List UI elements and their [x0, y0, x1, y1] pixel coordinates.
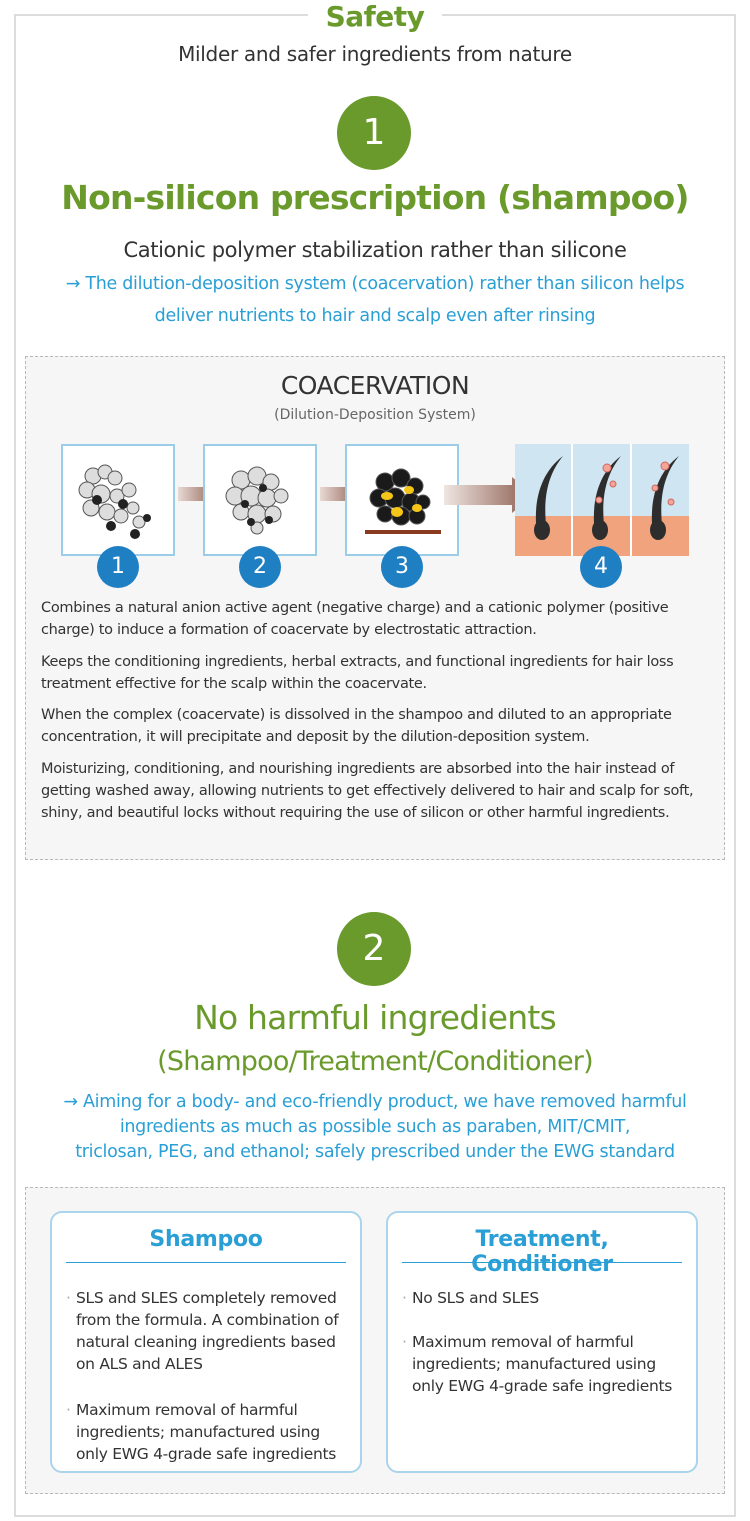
- section2-description-line1: → Aiming for a body- and eco-friendly product, we have removed harmful: [63, 1092, 687, 1112]
- treatment-card-title: Treatment, Conditioner: [402, 1227, 682, 1263]
- treatment-item-1: · No SLS and SLES: [402, 1287, 688, 1309]
- section1-description-line2: deliver nutrients to hair and scalp even after rinsing: [154, 306, 596, 326]
- shampoo-card: [50, 1211, 362, 1473]
- page-subtitle: Milder and safer ingredients from nature: [178, 42, 572, 66]
- coacervation-paragraph-3: When the complex (coacervate) is dissolved in the shampoo and diluted to an appropriate concentration, it will precipitate and deposit by the dilution-deposition system.: [41, 707, 672, 745]
- section-number-1: 1: [337, 96, 411, 170]
- step-2-illustration: [203, 444, 317, 556]
- treatment-item-2: · Maximum removal of harmful ingredients; manufactured using only EWG 4-grade safe ingredients: [402, 1331, 688, 1397]
- treatment-card: [386, 1211, 698, 1473]
- ingredients-box: [25, 1187, 725, 1494]
- section1-title: Non-silicon prescription (shampoo): [61, 178, 689, 217]
- page-title-wrap: [0, 0, 750, 34]
- coacervation-subtitle: (Dilution-Deposition System): [274, 407, 476, 423]
- section1-description-line1: → The dilution-deposition system (coacervation) rather than silicon helps: [65, 274, 685, 294]
- section2-subtitle: (Shampoo/Treatment/Conditioner): [157, 1046, 593, 1077]
- section1-subtitle: Cationic polymer stabilization rather than silicone: [123, 238, 627, 262]
- page-title: Safety: [308, 0, 443, 34]
- coacervation-paragraph-2: Keeps the conditioning ingredients, herbal extracts, and functional ingredients for hair loss treatment effective for the scalp within the coacervate.: [41, 654, 674, 692]
- step-badge-4: 4: [580, 546, 622, 588]
- shampoo-item-1: · SLS and SLES completely removed from the formula. A combination of natural cleaning ingredients based on ALS and ALES: [66, 1287, 352, 1375]
- shampoo-item-2: · Maximum removal of harmful ingredients; manufactured using only EWG 4-grade safe ingredients: [66, 1399, 352, 1465]
- step-4-illustration: [515, 444, 689, 556]
- coacervation-paragraph-1: Combines a natural anion active agent (negative charge) and a cationic polymer (positive charge) to induce a formation of coacervate by electrostatic attraction.: [41, 600, 669, 638]
- step-badge-1: 1: [97, 546, 139, 588]
- coacervation-paragraph-4: Moisturizing, conditioning, and nourishing ingredients are absorbed into the hair instead of getting washed away, allowing nutrients to get effectively delivered to hair and scalp for soft, shiny, and beautiful locks without requiring the use of silicon or other harmful ingredients.: [41, 761, 694, 821]
- section2-description-line2: ingredients as much as possible such as paraben, MIT/CMIT,: [119, 1117, 631, 1137]
- section2-title: No harmful ingredients: [194, 998, 556, 1037]
- step-1-illustration: [61, 444, 175, 556]
- section-number-2: 2: [337, 912, 411, 986]
- coacervation-box: [25, 356, 725, 860]
- step-3-illustration: [345, 444, 459, 556]
- section1-description: [40, 268, 710, 332]
- section2-description: [40, 1090, 710, 1165]
- step-badge-2: 2: [239, 546, 281, 588]
- step-badge-3: 3: [381, 546, 423, 588]
- section2-description-line3: triclosan, PEG, and ethanol; safely prescribed under the EWG standard: [75, 1142, 675, 1162]
- coacervation-title: COACERVATION: [280, 371, 470, 400]
- shampoo-card-title: Shampoo: [66, 1227, 346, 1263]
